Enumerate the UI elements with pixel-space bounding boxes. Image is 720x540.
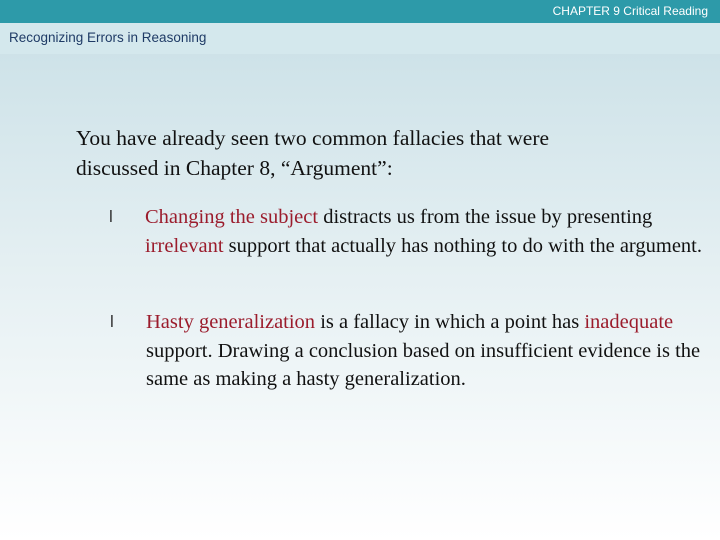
bullet-text: is a fallacy in which a point has — [315, 311, 585, 333]
top-bar — [0, 0, 720, 23]
bullet-highlight: irrelevant — [145, 234, 224, 257]
intro-paragraph — [76, 123, 676, 183]
bullet-text: distracts us from the issue by presenting — [318, 206, 653, 228]
bullet-changing-subject — [109, 203, 705, 260]
section-title: Recognizing Errors in Reasoning — [9, 30, 207, 45]
bullet-highlight: inadequate — [584, 311, 674, 333]
intro-line-2: discussed in Chapter 8, “Argument”: — [76, 156, 393, 180]
bullet-hasty-generalization — [110, 308, 706, 394]
bullet-marker: l — [109, 207, 113, 226]
bullet-term: Changing the subject — [145, 206, 319, 228]
section-header — [0, 23, 720, 54]
bullet-marker: l — [110, 312, 114, 331]
bullet-term: Hasty generalization — [146, 311, 316, 333]
chapter-title: CHAPTER 9 Critical Reading — [552, 4, 708, 18]
intro-line-1: You have already seen two common fallacies that were — [76, 126, 550, 150]
bullet-text: support that actually has nothing to do with the argument. — [223, 234, 702, 257]
bullet-text: support. Drawing a conclusion based on insufficient evidence is the same as making a hasty generalization. — [146, 339, 701, 390]
